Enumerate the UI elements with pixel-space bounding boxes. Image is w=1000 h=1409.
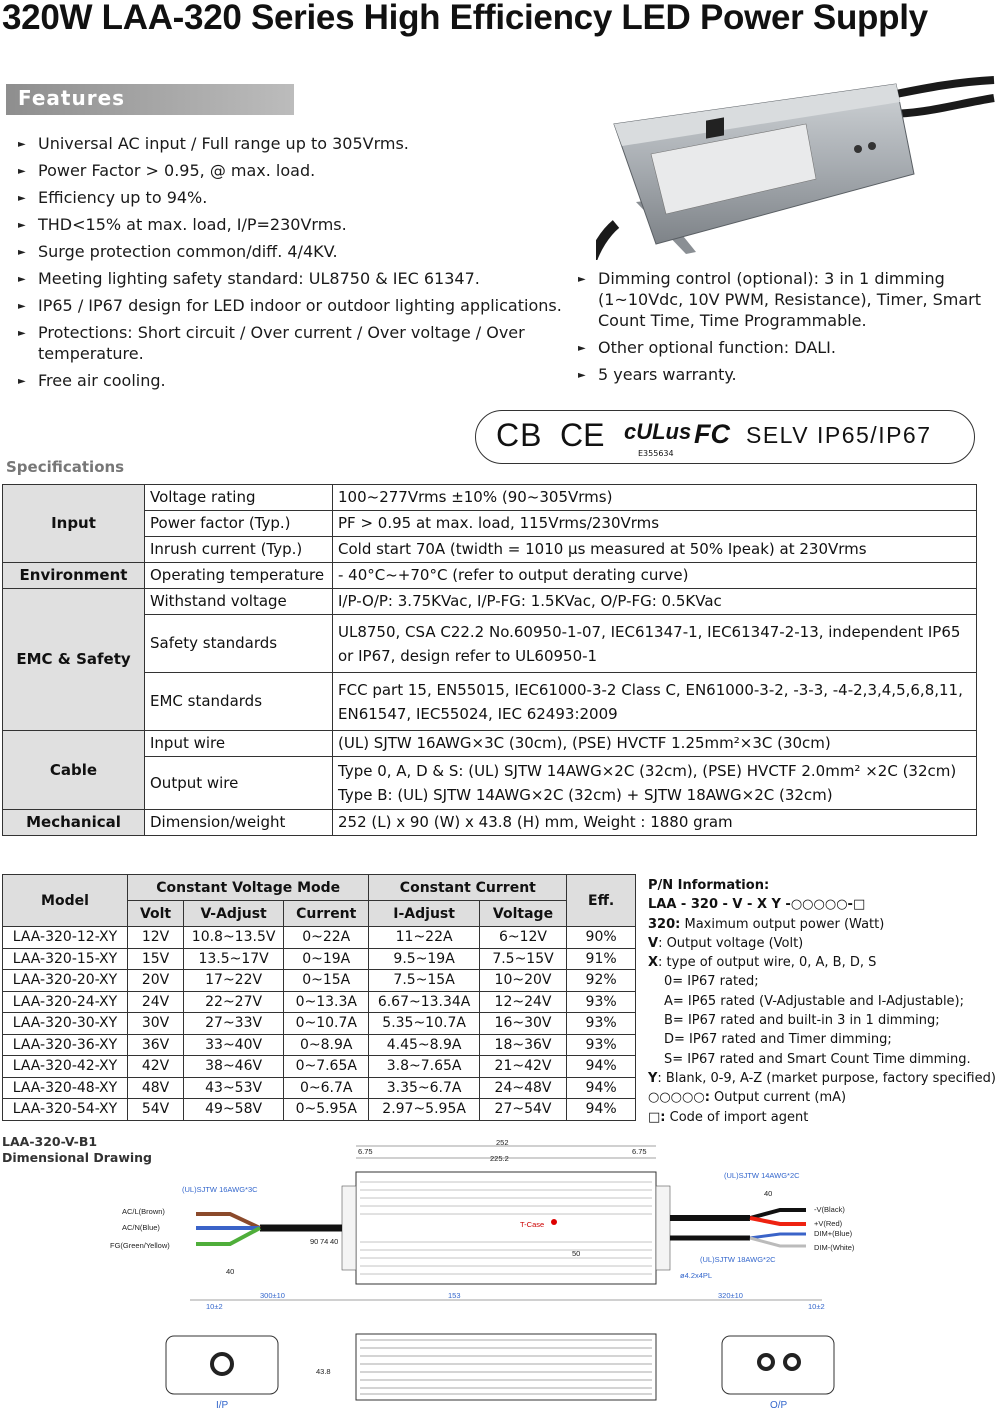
cell-voltage: 6~12V xyxy=(479,927,566,949)
spec-value: (UL) SJTW 16AWG×3C (30cm), (PSE) HVCTF 1.25mm²×3C (30cm) xyxy=(333,731,977,757)
spec-label: Withstand voltage xyxy=(145,589,333,615)
feature-item: ► Meeting lighting safety standard: UL8750 & IEC 61347. xyxy=(6,268,576,289)
col-group-cc: Constant Current xyxy=(369,875,567,901)
col-group-cv: Constant Voltage Mode xyxy=(127,875,369,901)
cell-eff: 94% xyxy=(567,1077,636,1099)
table-row xyxy=(3,1077,636,1099)
vneg-label: -V(Black) xyxy=(814,1205,845,1214)
col-voltage: Voltage xyxy=(479,901,566,927)
table-row xyxy=(3,673,977,731)
cell-v-adjust: 43~53V xyxy=(184,1077,284,1099)
len-10-right: 10±2 xyxy=(808,1302,825,1311)
spec-value xyxy=(333,757,977,810)
col-model: Model xyxy=(3,875,128,927)
input-cable-label: (UL)SJTW 16AWG*3C xyxy=(182,1185,258,1194)
cell-i-adjust: 3.8~7.65A xyxy=(369,1056,479,1078)
cell-i-adjust: 2.97~5.95A xyxy=(369,1099,479,1121)
cell-v-adjust: 27~33V xyxy=(184,1013,284,1035)
cell-i-adjust: 6.67~13.34A xyxy=(369,991,479,1013)
cell-voltage: 16~30V xyxy=(479,1013,566,1035)
pn-information xyxy=(648,876,1000,1127)
cell-volt: 12V xyxy=(127,927,183,949)
feature-item: ► IP65 / IP67 design for LED indoor or outdoor lighting applications. xyxy=(6,295,576,316)
cell-model: LAA-320-48-XY xyxy=(3,1077,128,1099)
feature-item: ► Surge protection common/diff. 4/4KV. xyxy=(6,241,576,262)
features-heading: Features xyxy=(18,86,126,110)
certification-marks xyxy=(475,410,975,464)
cell-model: LAA-320-54-XY xyxy=(3,1099,128,1121)
spec-value: UL8750, CSA C22.2 No.60950-1-07, IEC61347-1, IEC61347-2-13, independent IP65 or IP67, design refer to UL60950-1 xyxy=(333,615,977,673)
col-v-adjust: V-Adjust xyxy=(184,901,284,927)
len-10-left: 10±2 xyxy=(206,1302,223,1311)
category-emc-safety: EMC & Safety xyxy=(3,589,145,731)
spec-value: - 40°C~+70°C (refer to output derating curve) xyxy=(333,563,977,589)
table-header-row xyxy=(3,875,636,901)
pn-line: V: Output voltage (Volt) xyxy=(648,935,804,951)
specifications-heading: Specifications xyxy=(6,458,125,476)
cell-eff: 93% xyxy=(567,991,636,1013)
table-row xyxy=(3,1034,636,1056)
table-row xyxy=(3,948,636,970)
cell-volt: 30V xyxy=(127,1013,183,1035)
spec-label: Safety standards xyxy=(145,615,333,673)
spec-label: Output wire xyxy=(145,757,333,810)
feature-item: ► Efficiency up to 94%. xyxy=(6,187,576,208)
cell-model: LAA-320-12-XY xyxy=(3,927,128,949)
pn-line: D= IP67 rated and Timer dimming; xyxy=(664,1032,892,1048)
cell-volt: 36V xyxy=(127,1034,183,1056)
table-row xyxy=(3,1099,636,1121)
cell-volt: 24V xyxy=(127,991,183,1013)
dim-252: 252 xyxy=(496,1138,509,1147)
len-300: 300±10 xyxy=(260,1291,285,1300)
cell-model: LAA-320-36-XY xyxy=(3,1034,128,1056)
table-row xyxy=(3,563,977,589)
cell-model: LAA-320-42-XY xyxy=(3,1056,128,1078)
table-row xyxy=(3,589,977,615)
cell-eff: 92% xyxy=(567,970,636,992)
spec-value: 100~277Vrms ±10% (90~305Vrms) xyxy=(333,485,977,511)
drawing-model: LAA-320-V-B1 xyxy=(2,1134,98,1149)
table-row xyxy=(3,537,977,563)
ul-file-number: E355634 xyxy=(638,449,674,458)
spec-label: Dimension/weight xyxy=(145,810,333,836)
dim-40: 40 xyxy=(330,1237,339,1246)
cell-model: LAA-320-24-XY xyxy=(3,991,128,1013)
pn-line: ○○○○○: Output current (mA) xyxy=(648,1090,847,1106)
dim-40-output: 40 xyxy=(764,1189,773,1198)
dim-90: 90 xyxy=(310,1237,319,1246)
feature-item: ► Power Factor > 0.95, @ max. load. xyxy=(6,160,576,181)
feature-item: ► Other optional function: DALI. xyxy=(566,337,986,358)
feature-item: ► Protections: Short circuit / Over current / Over voltage / Over temperature. xyxy=(6,322,576,364)
features-left-list xyxy=(6,133,576,397)
selv-ip-rating: SELV IP65/IP67 xyxy=(746,422,932,448)
cell-eff: 94% xyxy=(567,1099,636,1121)
dimp-label: DIM+(Blue) xyxy=(814,1229,853,1238)
table-row xyxy=(3,731,977,757)
ac-n-label: AC/N(Blue) xyxy=(122,1223,160,1232)
ac-l-label: AC/L(Brown) xyxy=(122,1207,165,1216)
cell-v-adjust: 33~40V xyxy=(184,1034,284,1056)
cell-current: 0~5.95A xyxy=(284,1099,369,1121)
specifications-table xyxy=(2,484,977,836)
output-wire-line: Type 0, A, D & S: (UL) SJTW 14AWG×2C (32cm), (PSE) HVCTF 2.0mm² ×2C (32cm) xyxy=(338,762,957,780)
product-image xyxy=(596,74,996,260)
cell-current: 0~15A xyxy=(284,970,369,992)
spec-label: Operating temperature xyxy=(145,563,333,589)
table-row xyxy=(3,615,977,673)
cell-i-adjust: 7.5~15A xyxy=(369,970,479,992)
output-cable2-label: (UL)SJTW 18AWG*2C xyxy=(700,1255,776,1264)
cell-eff: 94% xyxy=(567,1056,636,1078)
dim-40-input: 40 xyxy=(226,1267,235,1276)
hole-label: ø4.2x4PL xyxy=(680,1271,713,1280)
cell-i-adjust: 11~22A xyxy=(369,927,479,949)
table-row xyxy=(3,1013,636,1035)
cell-voltage: 21~42V xyxy=(479,1056,566,1078)
cell-eff: 93% xyxy=(567,1013,636,1035)
dim-675-right: 6.75 xyxy=(632,1147,647,1156)
cell-model: LAA-320-15-XY xyxy=(3,948,128,970)
cell-eff: 90% xyxy=(567,927,636,949)
category-cable: Cable xyxy=(3,731,145,810)
table-row xyxy=(3,757,977,810)
dim-225: 225.2 xyxy=(490,1154,509,1163)
col-volt: Volt xyxy=(127,901,183,927)
features-header xyxy=(6,84,294,115)
category-input: Input xyxy=(3,485,145,563)
ul-mark: cULus xyxy=(624,419,692,444)
spec-label: Power factor (Typ.) xyxy=(145,511,333,537)
category-mechanical: Mechanical xyxy=(3,810,145,836)
table-row xyxy=(3,927,636,949)
dimensional-drawing xyxy=(110,1136,990,1409)
vpos-label: +V(Red) xyxy=(814,1219,843,1228)
cell-v-adjust: 13.5~17V xyxy=(184,948,284,970)
pn-line: X: type of output wire, 0, A, B, D, S xyxy=(648,955,877,971)
cell-v-adjust: 49~58V xyxy=(184,1099,284,1121)
pn-line: B= IP67 rated and built-in 3 in 1 dimming; xyxy=(664,1013,940,1029)
col-i-adjust: I-Adjust xyxy=(369,901,479,927)
cell-i-adjust: 3.35~6.7A xyxy=(369,1077,479,1099)
spec-value: I/P-O/P: 3.75KVac, I/P-FG: 1.5KVac, O/P-FG: 0.5KVac xyxy=(333,589,977,615)
features-right-list xyxy=(566,268,986,391)
pn-line: A= IP65 rated (V-Adjustable and I-Adjustable); xyxy=(664,993,965,1009)
cell-i-adjust: 9.5~19A xyxy=(369,948,479,970)
cell-voltage: 7.5~15V xyxy=(479,948,566,970)
height-438: 43.8 xyxy=(316,1367,331,1376)
dim-50: 50 xyxy=(572,1249,581,1258)
spec-label: Input wire xyxy=(145,731,333,757)
cell-v-adjust: 17~22V xyxy=(184,970,284,992)
cell-voltage: 18~36V xyxy=(479,1034,566,1056)
feature-item: ► THD<15% at max. load, I/P=230Vrms. xyxy=(6,214,576,235)
spec-label: EMC standards xyxy=(145,673,333,731)
cell-volt: 20V xyxy=(127,970,183,992)
output-wire-line: Type B: (UL) SJTW 14AWG×2C (32cm) + SJTW 18AWG×2C (32cm) xyxy=(338,786,833,804)
dim-74: 74 xyxy=(320,1237,329,1246)
pn-line: Y: Blank, 0-9, A-Z (market purpose, factory specified) xyxy=(648,1070,996,1086)
cell-volt: 15V xyxy=(127,948,183,970)
cell-v-adjust: 38~46V xyxy=(184,1056,284,1078)
table-row xyxy=(3,1056,636,1078)
cell-volt: 42V xyxy=(127,1056,183,1078)
model-table-body xyxy=(3,927,636,1121)
fcc-mark: FC xyxy=(694,419,730,449)
feature-item: ► Universal AC input / Full range up to 305Vrms. xyxy=(6,133,576,154)
cell-model: LAA-320-20-XY xyxy=(3,970,128,992)
cell-voltage: 10~20V xyxy=(479,970,566,992)
fg-label: FG(Green/Yellow) xyxy=(110,1241,170,1250)
feature-item: ► Free air cooling. xyxy=(6,370,576,391)
cell-voltage: 12~24V xyxy=(479,991,566,1013)
len-153: 153 xyxy=(448,1291,461,1300)
cell-volt: 54V xyxy=(127,1099,183,1121)
cell-eff: 93% xyxy=(567,1034,636,1056)
col-eff: Eff. xyxy=(567,875,636,927)
pn-code: LAA - 320 - V - X Y -○○○○○-□ xyxy=(648,897,866,913)
cell-voltage: 24~48V xyxy=(479,1077,566,1099)
cell-v-adjust: 22~27V xyxy=(184,991,284,1013)
cb-mark: CB xyxy=(496,417,543,453)
feature-item: ► 5 years warranty. xyxy=(566,364,986,385)
cell-volt: 48V xyxy=(127,1077,183,1099)
drawing-caption: Dimensional Drawing xyxy=(2,1150,152,1165)
cell-model: LAA-320-30-XY xyxy=(3,1013,128,1035)
output-cable-label: (UL)SJTW 14AWG*2C xyxy=(724,1171,800,1180)
len-320: 320±10 xyxy=(718,1291,743,1300)
ce-mark: CE xyxy=(560,417,605,453)
cell-eff: 91% xyxy=(567,948,636,970)
pn-line: S= IP67 rated and Smart Count Time dimming. xyxy=(664,1051,971,1067)
cell-current: 0~13.3A xyxy=(284,991,369,1013)
category-environment: Environment xyxy=(3,563,145,589)
ip-label: I/P xyxy=(216,1400,229,1409)
dimn-label: DIM-(White) xyxy=(814,1243,855,1252)
spec-value: PF > 0.95 at max. load, 115Vrms/230Vrms xyxy=(333,511,977,537)
table-row xyxy=(3,991,636,1013)
cell-current: 0~19A xyxy=(284,948,369,970)
cell-i-adjust: 4.45~8.9A xyxy=(369,1034,479,1056)
cell-current: 0~22A xyxy=(284,927,369,949)
page-title: 320W LAA-320 Series High Efficiency LED Power Supply xyxy=(2,0,928,37)
cell-current: 0~8.9A xyxy=(284,1034,369,1056)
cell-current: 0~7.65A xyxy=(284,1056,369,1078)
cell-voltage: 27~54V xyxy=(479,1099,566,1121)
model-table xyxy=(2,874,636,1121)
table-row xyxy=(3,970,636,992)
table-row xyxy=(3,511,977,537)
dim-675-left: 6.75 xyxy=(358,1147,373,1156)
spec-label: Voltage rating xyxy=(145,485,333,511)
table-row xyxy=(3,485,977,511)
spec-value: 252 (L) x 90 (W) x 43.8 (H) mm, Weight : 1880 gram xyxy=(333,810,977,836)
pn-line: 320: Maximum output power (Watt) xyxy=(648,916,885,932)
op-label: O/P xyxy=(770,1400,788,1409)
cell-i-adjust: 5.35~10.7A xyxy=(369,1013,479,1035)
spec-value: Cold start 70A (twidth = 1010 μs measured at 50% Ipeak) at 230Vrms xyxy=(333,537,977,563)
cell-current: 0~10.7A xyxy=(284,1013,369,1035)
spec-value: FCC part 15, EN55015, IEC61000-3-2 Class C, EN61000-3-2, -3-3, -4-2,3,4,5,6,8,11, EN61547, IEC55024, IEC 62493:2009 xyxy=(333,673,977,731)
spec-label: Inrush current (Typ.) xyxy=(145,537,333,563)
pn-line: 0= IP67 rated; xyxy=(664,974,759,990)
pn-line: □: Code of import agent xyxy=(648,1109,809,1125)
table-row xyxy=(3,810,977,836)
cell-current: 0~6.7A xyxy=(284,1077,369,1099)
pn-heading: P/N Information: xyxy=(648,878,770,893)
cell-v-adjust: 10.8~13.5V xyxy=(184,927,284,949)
col-current: Current xyxy=(284,901,369,927)
t-case-label: T-Case xyxy=(520,1220,545,1229)
feature-item: ► Dimming control (optional): 3 in 1 dimming (1~10Vdc, 10V PWM, Resistance), Timer, Smart Count Time, Time Programmable. xyxy=(566,268,986,331)
